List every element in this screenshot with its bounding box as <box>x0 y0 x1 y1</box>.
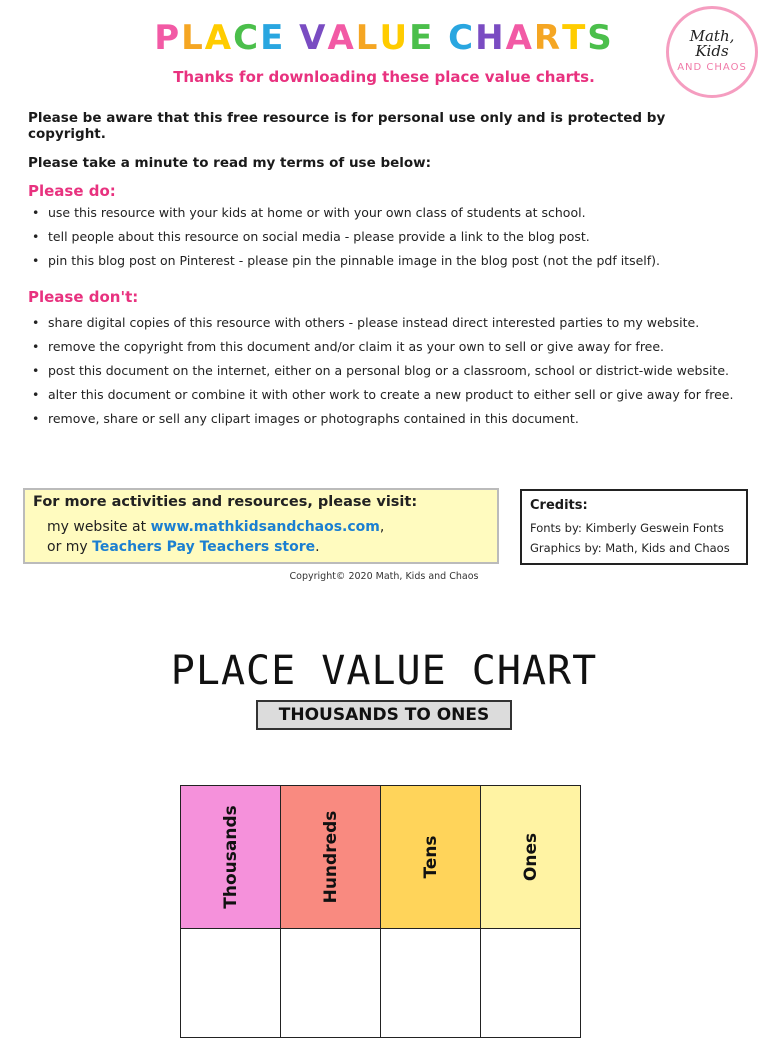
title-letter: E <box>260 18 286 58</box>
visit-text: . <box>315 539 320 555</box>
title-letter: V <box>299 18 328 58</box>
credits-graphics: Graphics by: Math, Kids and Chaos <box>530 541 730 555</box>
column-header-ones <box>480 785 581 929</box>
credits-box <box>520 489 748 565</box>
title-letter: R <box>533 18 563 58</box>
column-header-tens <box>380 785 481 929</box>
value-cell-thousands[interactable] <box>180 928 281 1038</box>
visit-heading: For more activities and resources, please visit: <box>33 494 418 510</box>
terms-intro: Please take a minute to read my terms of use below: <box>28 155 432 171</box>
column-header-hundreds <box>280 785 381 929</box>
column-label: Ones <box>520 832 541 882</box>
logo-text-chaos: AND CHAOS <box>677 62 747 73</box>
title-letter: A <box>505 18 534 58</box>
credits-heading: Credits: <box>530 498 588 513</box>
copyright-notice: Please be aware that this free resource is for personal use only and is protected by copyright. <box>28 110 666 142</box>
list-item: • pin this blog post on Pinterest - please pin the pinnable image in the blog post (not the pdf itself). <box>28 253 740 269</box>
credits-fonts: Fonts by: Kimberly Geswein Fonts <box>530 521 724 535</box>
title-letter: U <box>379 18 410 58</box>
copyright-line: Copyright© 2020 Math, Kids and Chaos <box>289 571 479 582</box>
please-do-list <box>28 205 740 277</box>
value-cell-tens[interactable] <box>380 928 481 1038</box>
visit-text: or my <box>47 539 93 555</box>
column-label: Tens <box>420 835 441 879</box>
list-item: • remove, share or sell any clipart images or photographs contained in this document. <box>28 411 740 427</box>
title-letter <box>285 18 299 58</box>
title-letter: P <box>154 18 182 58</box>
title-letter: T <box>562 18 588 58</box>
list-item: • tell people about this resource on social media - please provide a link to the blog post. <box>28 229 740 245</box>
title-letter: C <box>233 18 261 58</box>
list-item: • alter this document or combine it with other work to create a new product to either sell or give away for free. <box>28 387 740 403</box>
value-cell-hundreds[interactable] <box>280 928 381 1038</box>
title-letter <box>434 18 448 58</box>
visit-text: , <box>379 519 385 535</box>
chart-subtitle: THOUSANDS TO ONES <box>256 700 512 730</box>
visit-text: my website at <box>47 519 151 535</box>
title-letter: E <box>409 18 435 58</box>
visit-tpt-line <box>47 539 320 555</box>
title-letter: L <box>355 18 380 58</box>
page-subtitle: Thanks for downloading these place value charts. <box>173 68 595 86</box>
column-label: Thousands <box>220 805 241 909</box>
visit-box <box>23 488 499 564</box>
list-item: • remove the copyright from this document and/or claim it as your own to sell or give away for free. <box>28 339 740 355</box>
chart-title: PLACE VALUE CHART <box>170 648 598 694</box>
title-letter: S <box>587 18 614 58</box>
tpt-store-link[interactable]: Teachers Pay Teachers store <box>92 539 316 555</box>
page-title <box>0 18 768 58</box>
title-letter: A <box>204 18 234 58</box>
title-letter: L <box>181 18 205 58</box>
title-letter: H <box>475 18 506 58</box>
website-link[interactable]: www.mathkidsandchaos.com <box>150 519 380 535</box>
list-item: • share digital copies of this resource with others - please instead direct interested parties to my website. <box>28 315 740 331</box>
visit-website-line <box>47 519 384 535</box>
logo-text-math: Math, <box>689 27 735 45</box>
list-item: • use this resource with your kids at home or with your own class of students at school. <box>28 205 740 221</box>
please-dont-list <box>28 315 740 435</box>
please-dont-heading: Please don't: <box>28 288 139 306</box>
list-item: • post this document on the internet, either on a personal blog or a classroom, school or district-wide website. <box>28 363 740 379</box>
column-label: Hundreds <box>320 810 341 904</box>
title-letter: A <box>327 18 356 58</box>
title-letter: C <box>448 18 476 58</box>
brand-logo <box>666 6 758 98</box>
logo-text-kids: Kids <box>695 42 729 60</box>
column-header-thousands <box>180 785 281 929</box>
value-cell-ones[interactable] <box>480 928 581 1038</box>
please-do-heading: Please do: <box>28 182 116 200</box>
